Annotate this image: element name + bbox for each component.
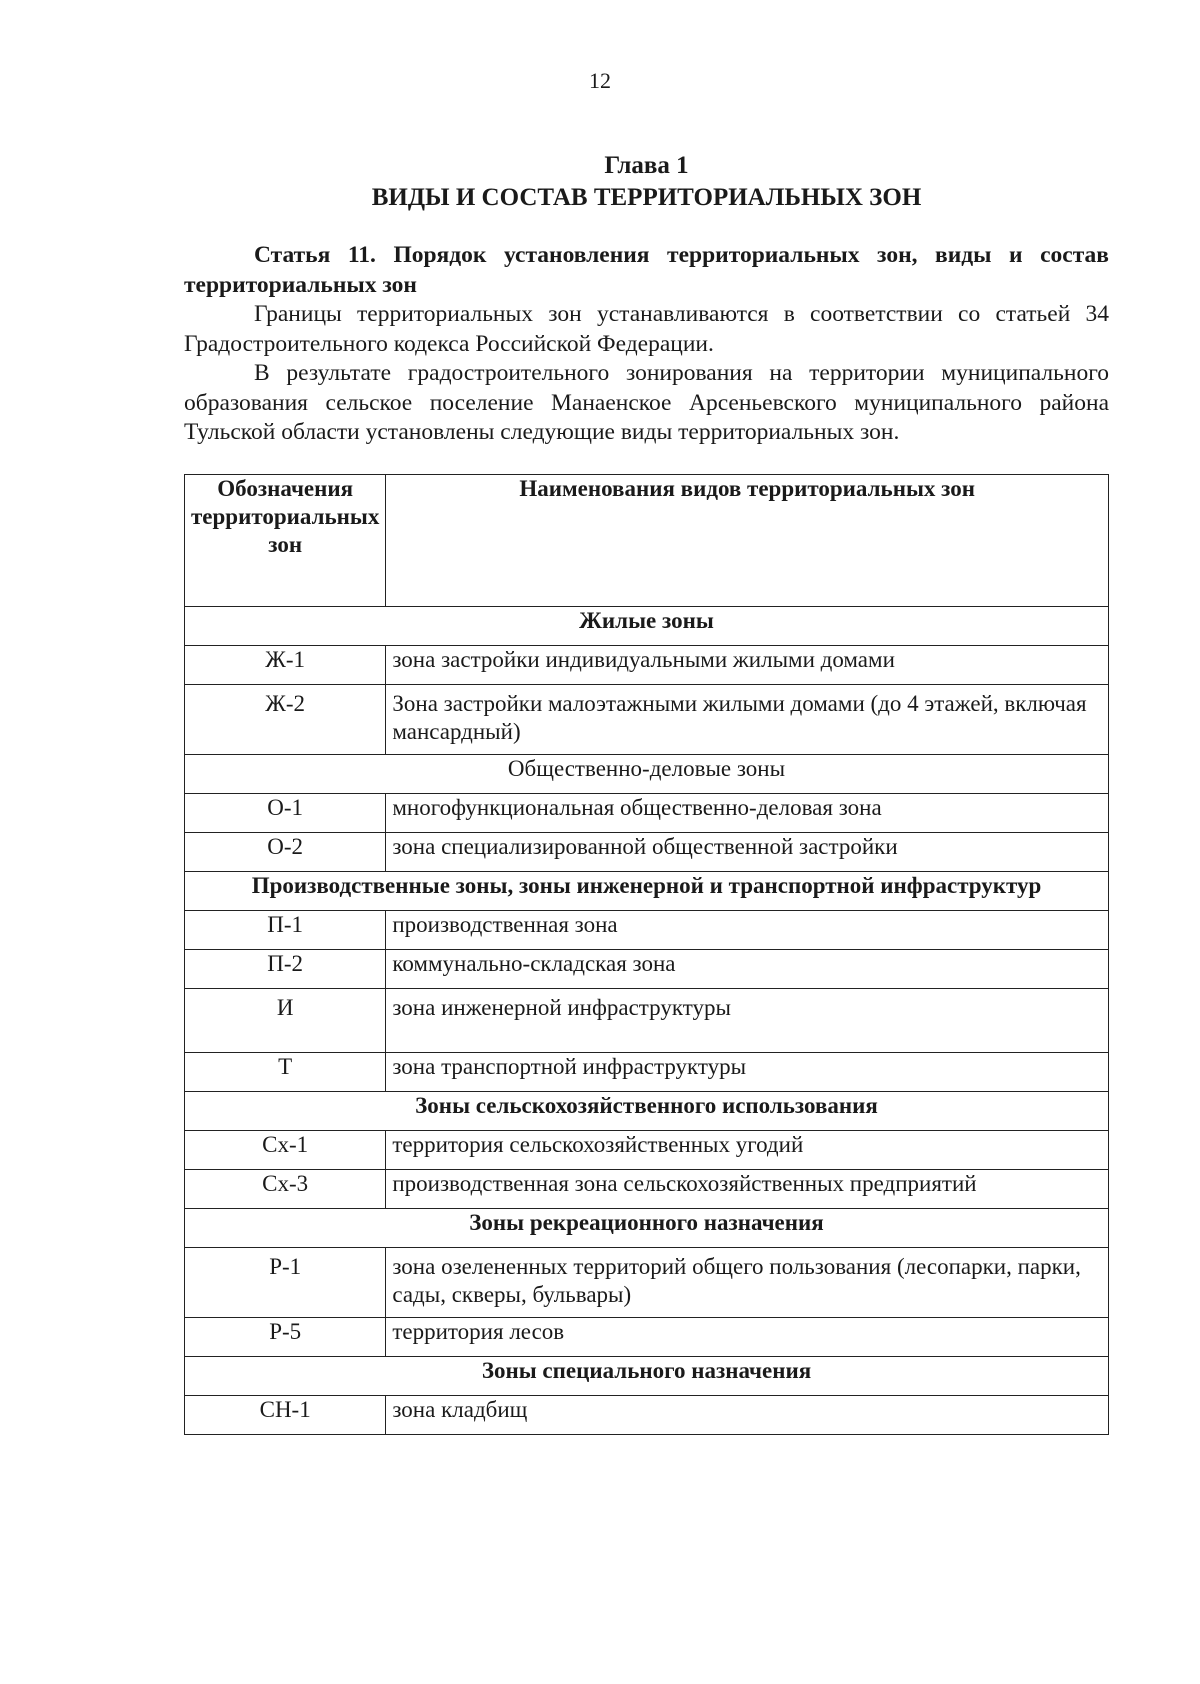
header-code: Обозначения территориальных зон (185, 475, 386, 607)
table-row (185, 646, 1109, 685)
table-row (185, 1396, 1109, 1435)
group-residential: Жилые зоны (185, 607, 1109, 646)
zone-name: Зона застройки малоэтажными жилыми домами (до 4 этажей, включая мансардный) (386, 685, 1109, 755)
table-row (185, 794, 1109, 833)
group-row (185, 755, 1109, 794)
table-row (185, 1053, 1109, 1092)
article-title: Статья 11. Порядок установления территориальных зон, виды и состав территориальных зон (184, 242, 1109, 298)
zone-name: многофункциональная общественно-деловая зона (386, 794, 1109, 833)
group-row (185, 1357, 1109, 1396)
article-body (184, 241, 1109, 448)
table-row (185, 1318, 1109, 1357)
zone-name: территория лесов (386, 1318, 1109, 1357)
table-header-row (185, 475, 1109, 607)
group-recreational: Зоны рекреационного назначения (185, 1209, 1109, 1248)
header-name: Наименования видов территориальных зон (386, 475, 1109, 607)
zone-code: Т (185, 1053, 386, 1092)
group-public: Общественно-деловые зоны (185, 755, 1109, 794)
zone-name: зона застройки индивидуальными жилыми домами (386, 646, 1109, 685)
chapter-heading (184, 150, 1109, 214)
zone-code: О-1 (185, 794, 386, 833)
article-paragraph: Границы территориальных зон устанавливаются в соответствии со статьей 34 Градостроительного кодекса Российской Федерации. (184, 301, 1109, 357)
page-number: 12 (589, 68, 611, 93)
zone-code: Ж-1 (185, 646, 386, 685)
group-row (185, 1092, 1109, 1131)
zone-name: зона озелененных территорий общего пользования (лесопарки, парки, сады, скверы, бульвары) (386, 1248, 1109, 1318)
chapter-label: Глава 1 (604, 152, 689, 179)
zone-name: территория сельскохозяйственных угодий (386, 1131, 1109, 1170)
table-row (185, 1170, 1109, 1209)
group-special: Зоны специального назначения (185, 1357, 1109, 1396)
zone-name: производственная зона сельскохозяйственных предприятий (386, 1170, 1109, 1209)
zone-code: П-2 (185, 950, 386, 989)
table-row (185, 1248, 1109, 1318)
group-row (185, 607, 1109, 646)
zone-code: Р-1 (185, 1248, 386, 1318)
group-industrial: Производственные зоны, зоны инженерной и транспортной инфраструктур (185, 872, 1109, 911)
zone-code: И (185, 989, 386, 1053)
zone-code: СН-1 (185, 1396, 386, 1435)
group-row (185, 872, 1109, 911)
table-row (185, 685, 1109, 755)
table-row (185, 1131, 1109, 1170)
zone-name: зона инженерной инфраструктуры (386, 989, 1109, 1053)
zone-code: О-2 (185, 833, 386, 872)
table-row (185, 989, 1109, 1053)
table-row (185, 950, 1109, 989)
zone-code: Сх-3 (185, 1170, 386, 1209)
zone-name: производственная зона (386, 911, 1109, 950)
zone-code: Ж-2 (185, 685, 386, 755)
table-row (185, 911, 1109, 950)
zone-name: коммунально-складская зона (386, 950, 1109, 989)
zone-code: Р-5 (185, 1318, 386, 1357)
table-row (185, 833, 1109, 872)
article-paragraph: В результате градостроительного зонирования на территории муниципального образования сельское поселение Манаенское Арсеньевского муниципального района Тульской области установлены следующие виды территориальных зон. (184, 360, 1109, 445)
group-row (185, 1209, 1109, 1248)
zone-name: зона кладбищ (386, 1396, 1109, 1435)
zone-name: зона специализированной общественной застройки (386, 833, 1109, 872)
zone-code: Сх-1 (185, 1131, 386, 1170)
chapter-title: ВИДЫ И СОСТАВ ТЕРРИТОРИАЛЬНЫХ ЗОН (371, 184, 922, 211)
zone-code: П-1 (185, 911, 386, 950)
zones-table (184, 474, 1109, 1435)
zone-name: зона транспортной инфраструктуры (386, 1053, 1109, 1092)
group-agricultural: Зоны сельскохозяйственного использования (185, 1092, 1109, 1131)
